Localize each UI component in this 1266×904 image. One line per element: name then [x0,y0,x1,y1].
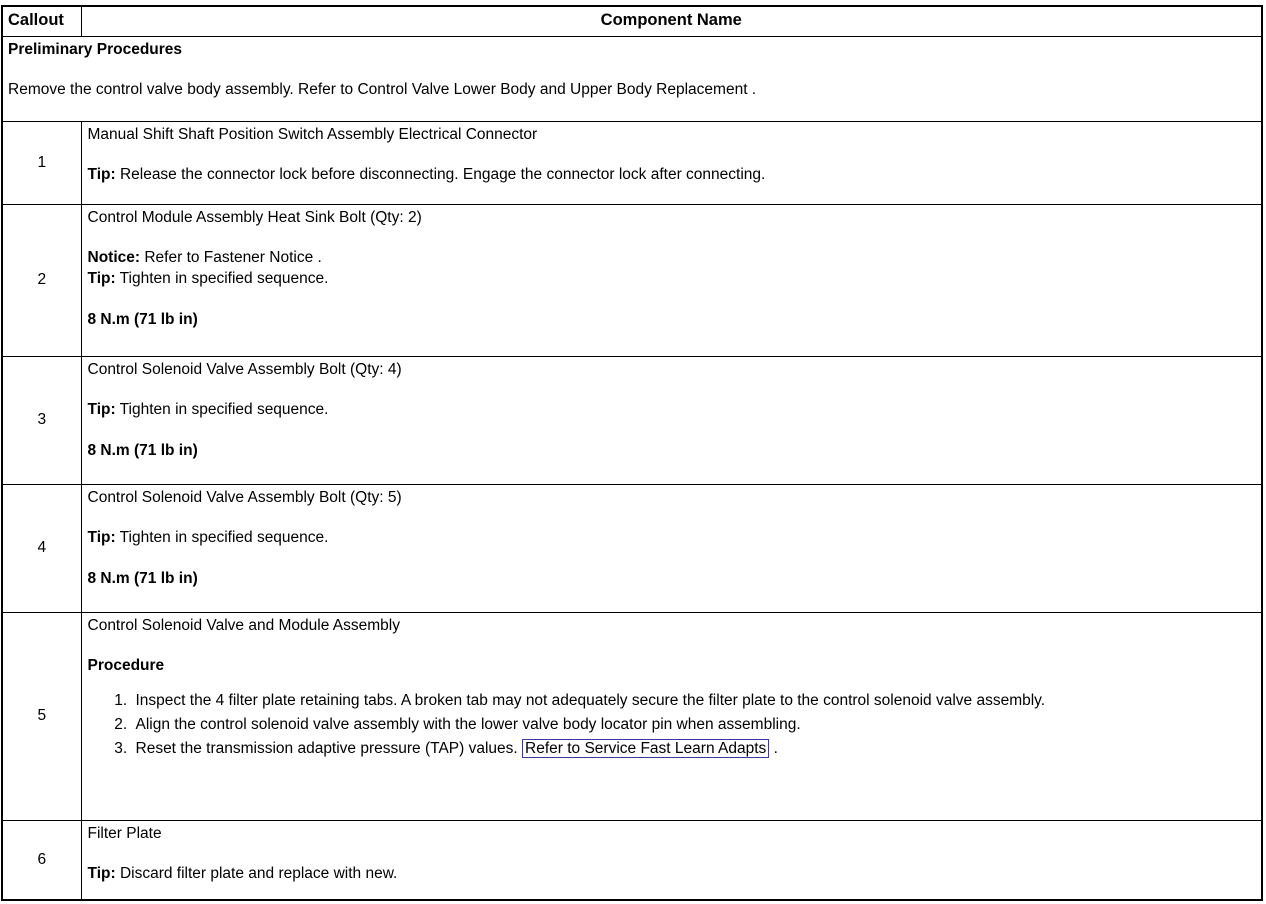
service-fast-learn-adapts-link[interactable]: Refer to Service Fast Learn Adapts [522,739,769,758]
tip-line [88,269,1256,290]
step-text: Align the control solenoid valve assembly with the lower valve body locator pin when assembling. [135,716,801,734]
tip-label: Tip: [87,865,116,883]
notice-text: Refer to Fastener Notice . [144,249,322,267]
callout-number: 1 [2,121,81,204]
table-row [2,612,1262,820]
component-title: Filter Plate [87,824,162,842]
tip-text: Tighten in specified sequence. [119,401,329,419]
component-cell [81,484,1262,612]
component-title: Control Module Assembly Heat Sink Bolt (Qty: 2) [87,208,422,226]
procedure-step [132,739,1256,760]
tip-line [88,864,1256,885]
component-cell [81,356,1262,484]
notice-label: Notice: [87,249,141,267]
torque-spec: 8 N.m (71 lb in) [87,311,198,329]
table-header-row [2,6,1262,36]
tip-text: Release the connector lock before disconnecting. Engage the connector lock after connecting. [119,166,766,184]
tip-text: Tighten in specified sequence. [119,270,329,288]
preliminary-procedures-title: Preliminary Procedures [8,40,183,58]
table-row [2,484,1262,612]
tip-label: Tip: [87,529,116,547]
component-title: Manual Shift Shaft Position Switch Assembly Electrical Connector [87,125,538,143]
component-cell [81,612,1262,820]
table-row [2,820,1262,900]
component-cell [81,121,1262,204]
step-text: Inspect the 4 filter plate retaining tabs. A broken tab may not adequately secure the filter plate to the control solenoid valve assembly. [135,692,1046,710]
service-manual-table [1,5,1263,901]
torque-spec: 8 N.m (71 lb in) [87,442,198,460]
callout-number: 3 [2,356,81,484]
component-name-column-header: Component Name [81,6,1262,36]
table-row [2,121,1262,204]
tip-text: Discard filter plate and replace with new. [119,865,398,883]
step-text: Reset the transmission adaptive pressure (TAP) values. [135,740,518,758]
callout-number: 2 [2,204,81,356]
table-row [2,204,1262,356]
tip-label: Tip: [87,166,116,184]
notice-line [88,248,1256,269]
procedure-heading: Procedure [87,657,165,675]
tip-line [88,165,1256,186]
tip-line [88,400,1256,421]
tip-label: Tip: [87,401,116,419]
table-row [2,356,1262,484]
component-title: Control Solenoid Valve and Module Assembly [87,616,400,634]
tip-text: Tighten in specified sequence. [119,529,329,547]
tip-line [88,528,1256,549]
tip-label: Tip: [87,270,116,288]
procedure-steps-list [88,691,1256,760]
component-cell [81,204,1262,356]
component-cell [81,820,1262,900]
procedure-step [132,691,1256,712]
preliminary-procedures-row [2,36,1262,121]
callout-number: 5 [2,612,81,820]
callout-number: 4 [2,484,81,612]
torque-spec: 8 N.m (71 lb in) [87,570,198,588]
callout-number: 6 [2,820,81,900]
component-title: Control Solenoid Valve Assembly Bolt (Qty: 5) [87,488,402,506]
component-title: Control Solenoid Valve Assembly Bolt (Qty: 4) [87,360,402,378]
preliminary-procedures-text: Remove the control valve body assembly. Refer to Control Valve Lower Body and Upper Body Replacement . [8,81,757,99]
callout-column-header: Callout [2,6,81,36]
preliminary-procedures-cell [2,36,1262,121]
procedure-step [132,715,1256,736]
step-text-suffix: . [769,740,778,758]
